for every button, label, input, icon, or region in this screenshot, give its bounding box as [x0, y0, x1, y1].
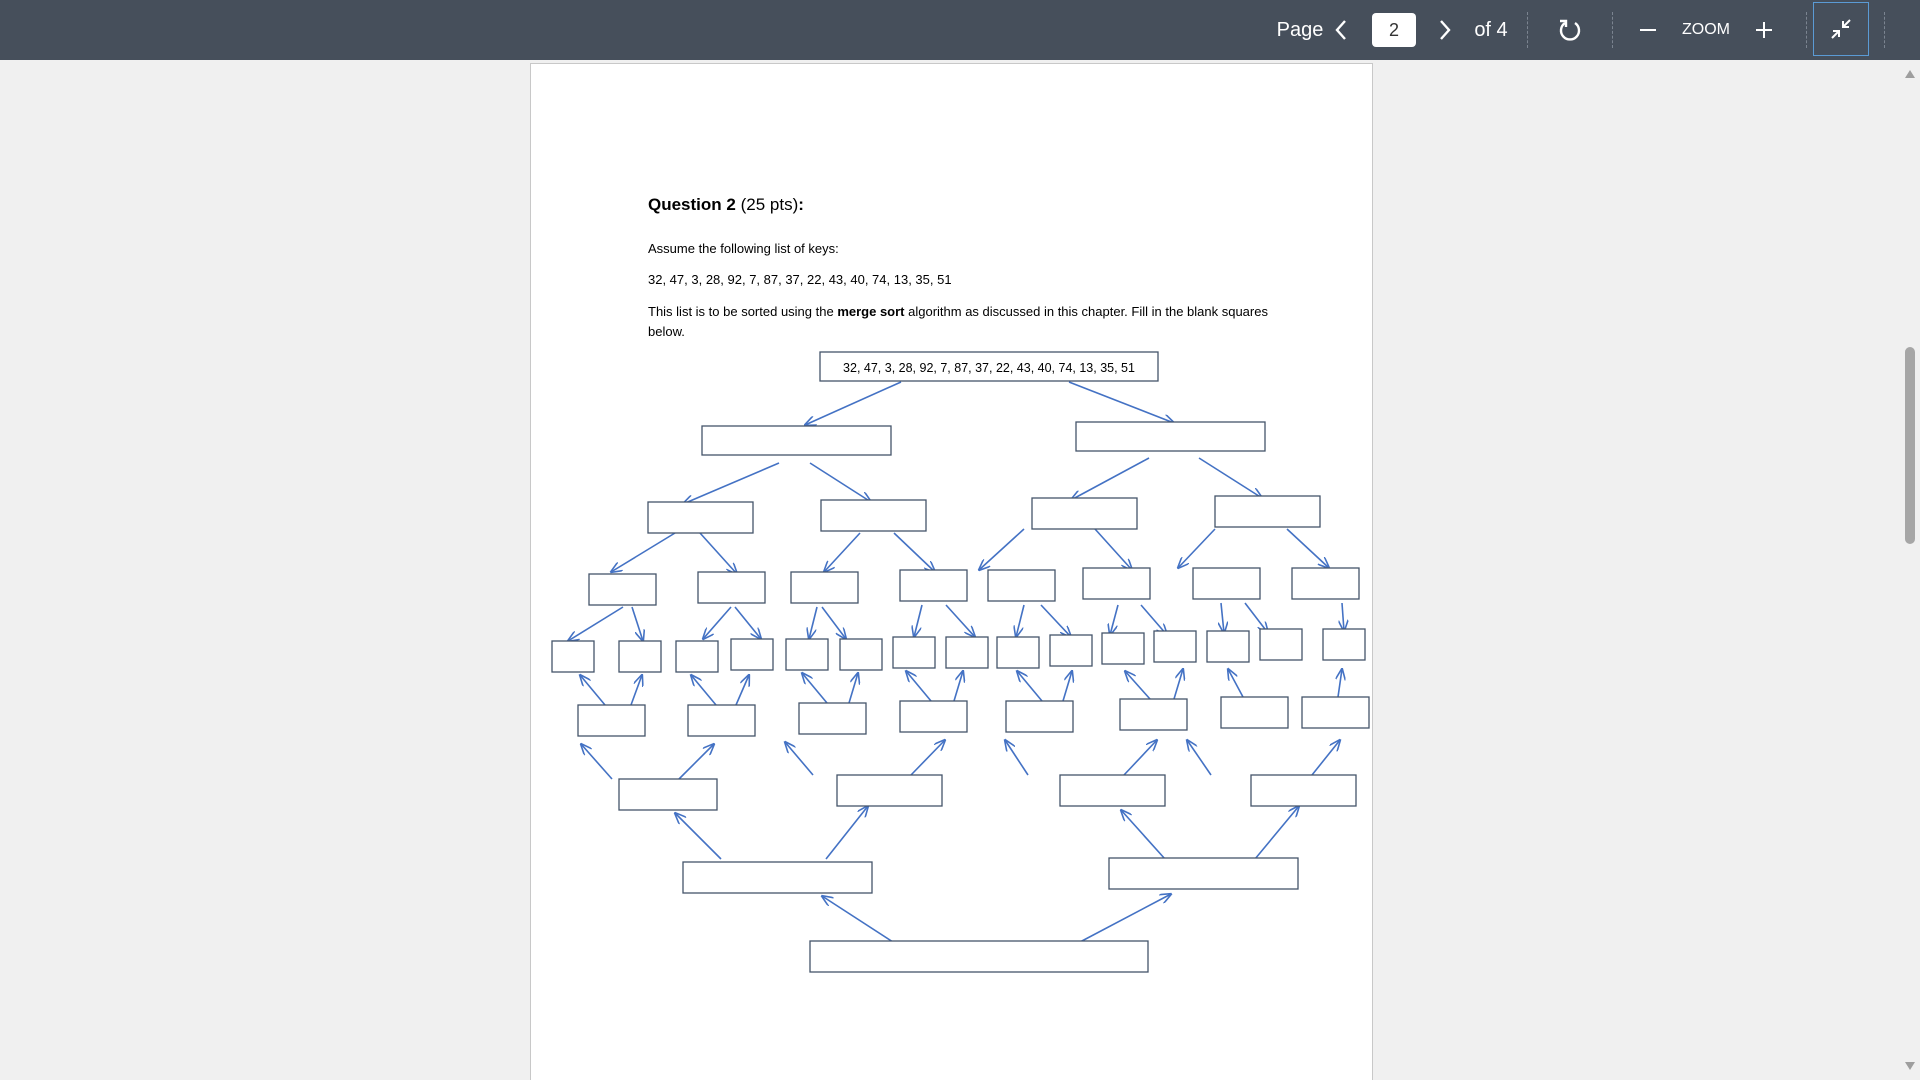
- blank-box: [1154, 631, 1196, 662]
- blank-box: [1050, 635, 1092, 666]
- diagram-boxes: [552, 352, 1369, 972]
- total-pages-label: of 4: [1474, 18, 1508, 41]
- document-page: [530, 63, 1373, 1080]
- blank-box: [1102, 633, 1144, 664]
- toolbar-divider: [1527, 12, 1528, 48]
- blank-box: [821, 500, 926, 531]
- intro-text: Assume the following list of keys:: [648, 241, 839, 256]
- blank-box: [676, 641, 718, 672]
- previous-page-button[interactable]: [1328, 0, 1354, 60]
- instruction-line2: below.: [648, 324, 685, 339]
- page-label: Page: [1276, 18, 1324, 41]
- refresh-icon: [1556, 16, 1584, 44]
- blank-box: [946, 637, 988, 668]
- blank-box: [619, 641, 661, 672]
- viewer-toolbar: [0, 0, 1920, 60]
- blank-box: [1302, 697, 1369, 728]
- blank-box: [683, 862, 872, 893]
- toolbar-divider: [1884, 12, 1885, 48]
- instruction-post: algorithm as discussed in this chapter. Fill in the blank squares: [904, 304, 1268, 319]
- zoom-label: ZOOM: [1682, 21, 1730, 38]
- blank-box: [1323, 629, 1365, 660]
- instruction-pre: This list is to be sorted using the: [648, 304, 838, 319]
- vertical-scrollbar[interactable]: [1900, 60, 1920, 1080]
- blank-box: [799, 703, 866, 734]
- toolbar-divider: [1612, 12, 1613, 48]
- question-points: (25 pts): [740, 195, 799, 214]
- blank-box: [1060, 775, 1165, 806]
- document-viewer[interactable]: [0, 60, 1920, 1080]
- collapse-icon: [1828, 16, 1854, 42]
- blank-box: [791, 572, 858, 603]
- blank-box: [900, 701, 967, 732]
- plus-icon: [1754, 20, 1774, 40]
- zoom-in-button[interactable]: [1752, 0, 1776, 60]
- merge-sort-diagram: [531, 64, 1374, 1080]
- question-number: Question 2: [648, 195, 736, 214]
- page-number-input[interactable]: [1372, 13, 1416, 47]
- triangle-up-icon: [1904, 69, 1916, 79]
- root-box-text: 32, 47, 3, 28, 92, 7, 87, 37, 22, 43, 40, 74, 13, 35, 51: [843, 361, 1135, 375]
- chevron-right-icon: [1437, 18, 1453, 42]
- blank-box: [1076, 422, 1265, 451]
- exit-fullscreen-button[interactable]: [1813, 2, 1869, 56]
- blank-box: [840, 639, 882, 670]
- blank-box: [1120, 699, 1187, 730]
- blank-box: [1109, 858, 1298, 889]
- blank-box: [578, 705, 645, 736]
- chevron-left-icon: [1333, 18, 1349, 42]
- blank-box: [648, 502, 753, 533]
- blank-box: [1193, 568, 1260, 599]
- blank-box: [1260, 629, 1302, 660]
- blank-box: [837, 775, 942, 806]
- blank-box: [1215, 496, 1320, 527]
- scroll-up-arrow[interactable]: [1900, 64, 1920, 84]
- blank-box: [893, 637, 935, 668]
- instruction-bold: merge sort: [837, 304, 905, 319]
- blank-box: [589, 574, 656, 605]
- blank-box: [1032, 498, 1137, 529]
- blank-box: [786, 639, 828, 670]
- scroll-thumb[interactable]: [1905, 347, 1915, 544]
- blank-box: [688, 705, 755, 736]
- next-page-button[interactable]: [1432, 0, 1458, 60]
- zoom-out-button[interactable]: [1636, 0, 1660, 60]
- rotate-button[interactable]: [1552, 0, 1588, 60]
- blank-box: [1251, 775, 1356, 806]
- blank-box: [1006, 701, 1073, 732]
- blank-box: [1221, 697, 1288, 728]
- blank-box: [552, 641, 594, 672]
- triangle-down-icon: [1904, 1061, 1916, 1071]
- blank-box: [997, 637, 1039, 668]
- keys-list: 32, 47, 3, 28, 92, 7, 87, 37, 22, 43, 40, 74, 13, 35, 51: [648, 272, 952, 287]
- blank-box: [702, 426, 891, 455]
- question-colon: :: [798, 195, 804, 214]
- blank-box: [810, 941, 1148, 972]
- blank-box: [1292, 568, 1359, 599]
- blank-box: [988, 570, 1055, 601]
- blank-box: [619, 779, 717, 810]
- minus-icon: [1638, 20, 1658, 40]
- blank-box: [1083, 568, 1150, 599]
- blank-box: [900, 570, 967, 601]
- toolbar-divider: [1806, 12, 1807, 48]
- blank-box: [1207, 631, 1249, 662]
- scroll-down-arrow[interactable]: [1900, 1056, 1920, 1076]
- blank-box: [731, 639, 773, 670]
- blank-box: [698, 572, 765, 603]
